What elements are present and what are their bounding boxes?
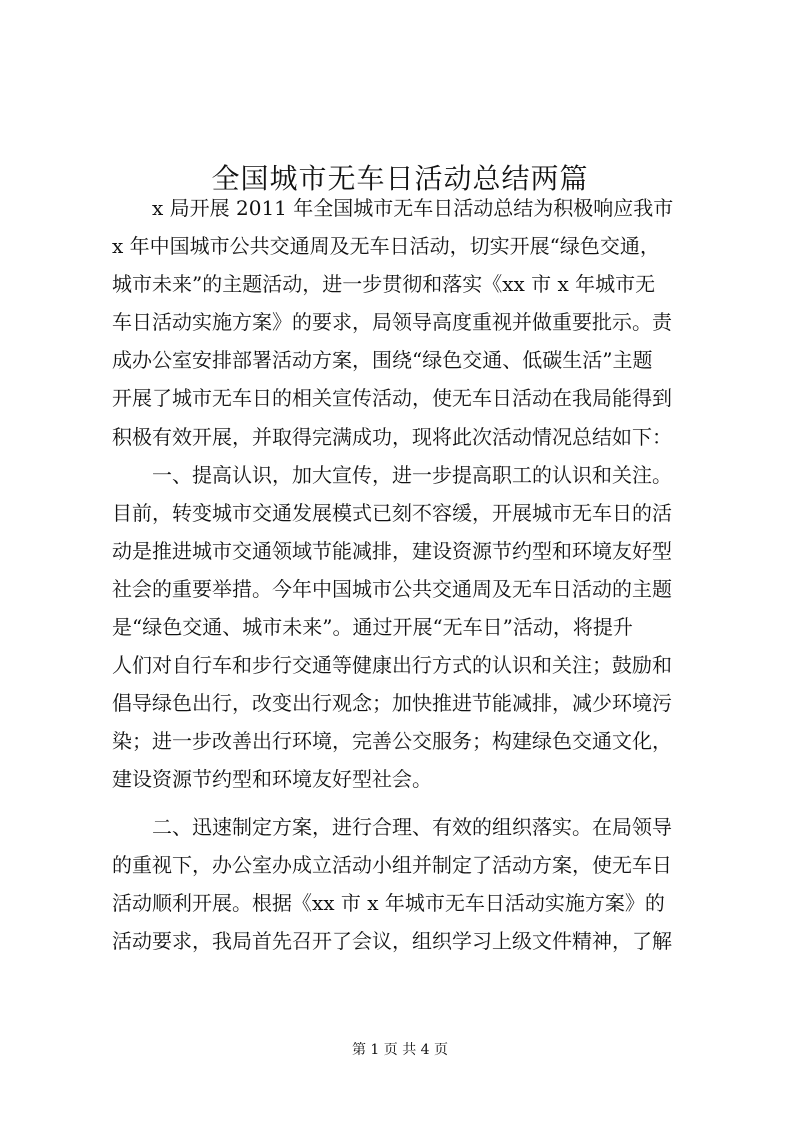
text-line-15: 染；进一步改善出行环境，完善公交服务；构建绿色交通文化，: [112, 729, 672, 754]
text-line-9: 目前，转变城市交通发展模式已刻不容缓，开展城市无车日的活: [112, 500, 672, 525]
text-line-2: x 年中国城市公共交通周及无车日活动，切实开展“绿色交通，: [112, 234, 660, 259]
text-line-3: 城市未来”的主题活动，进一步贯彻和落实《xx 市 x 年城市无: [112, 272, 656, 297]
text-line-8: 一、提高认识，加大宣传，进一步提高职工的认识和关注。: [152, 462, 672, 487]
text-line-17: 二、迅速制定方案，进行合理、有效的组织落实。在局领导: [152, 814, 672, 839]
text-line-11: 社会的重要举措。今年中国城市公共交通周及无车日活动的主题: [112, 576, 672, 601]
text-line-4: 车日活动实施方案》的要求，局领导高度重视并做重要批示。责: [112, 310, 672, 335]
text-line-6: 开展了城市无车日的相关宣传活动，使无车日活动在我局能得到: [112, 386, 672, 411]
text-line-20: 活动要求，我局首先召开了会议，组织学习上级文件精神，了解: [112, 928, 672, 953]
text-line-1: x 局开展 2011 年全国城市无车日活动总结为积极响应我市: [152, 196, 674, 220]
text-line-10: 动是推进城市交通领域节能减排，建设资源节约型和环境友好型: [112, 538, 672, 563]
text-line-18: 的重视下，办公室办成立活动小组并制定了活动方案，使无车日: [112, 852, 672, 877]
text-line-13: 人们对自行车和步行交通等健康出行方式的认识和关注；鼓励和: [112, 653, 672, 678]
text-line-16: 建设资源节约型和环境友好型社会。: [112, 767, 432, 792]
text-line-12: 是“绿色交通、城市未来”。通过开展“无车日”活动，将提升: [112, 615, 633, 640]
text-line-5: 成办公室安排部署活动方案，围绕“绿色交通、低碳生活”主题: [112, 348, 653, 373]
text-line-7: 积极有效开展，并取得完满成功，现将此次活动情况总结如下：: [112, 424, 672, 449]
text-line-19: 活动顺利开展。根据《xx 市 x 年城市无车日活动实施方案》的: [112, 890, 665, 915]
document-body: [112, 189, 712, 960]
page-footer: 第 1 页 共 4 页: [351, 1042, 449, 1058]
document-title: 全国城市无车日活动总结两篇: [211, 161, 589, 195]
text-line-14: 倡导绿色出行，改变出行观念；加快推进节能减排，减少环境污: [112, 691, 672, 716]
